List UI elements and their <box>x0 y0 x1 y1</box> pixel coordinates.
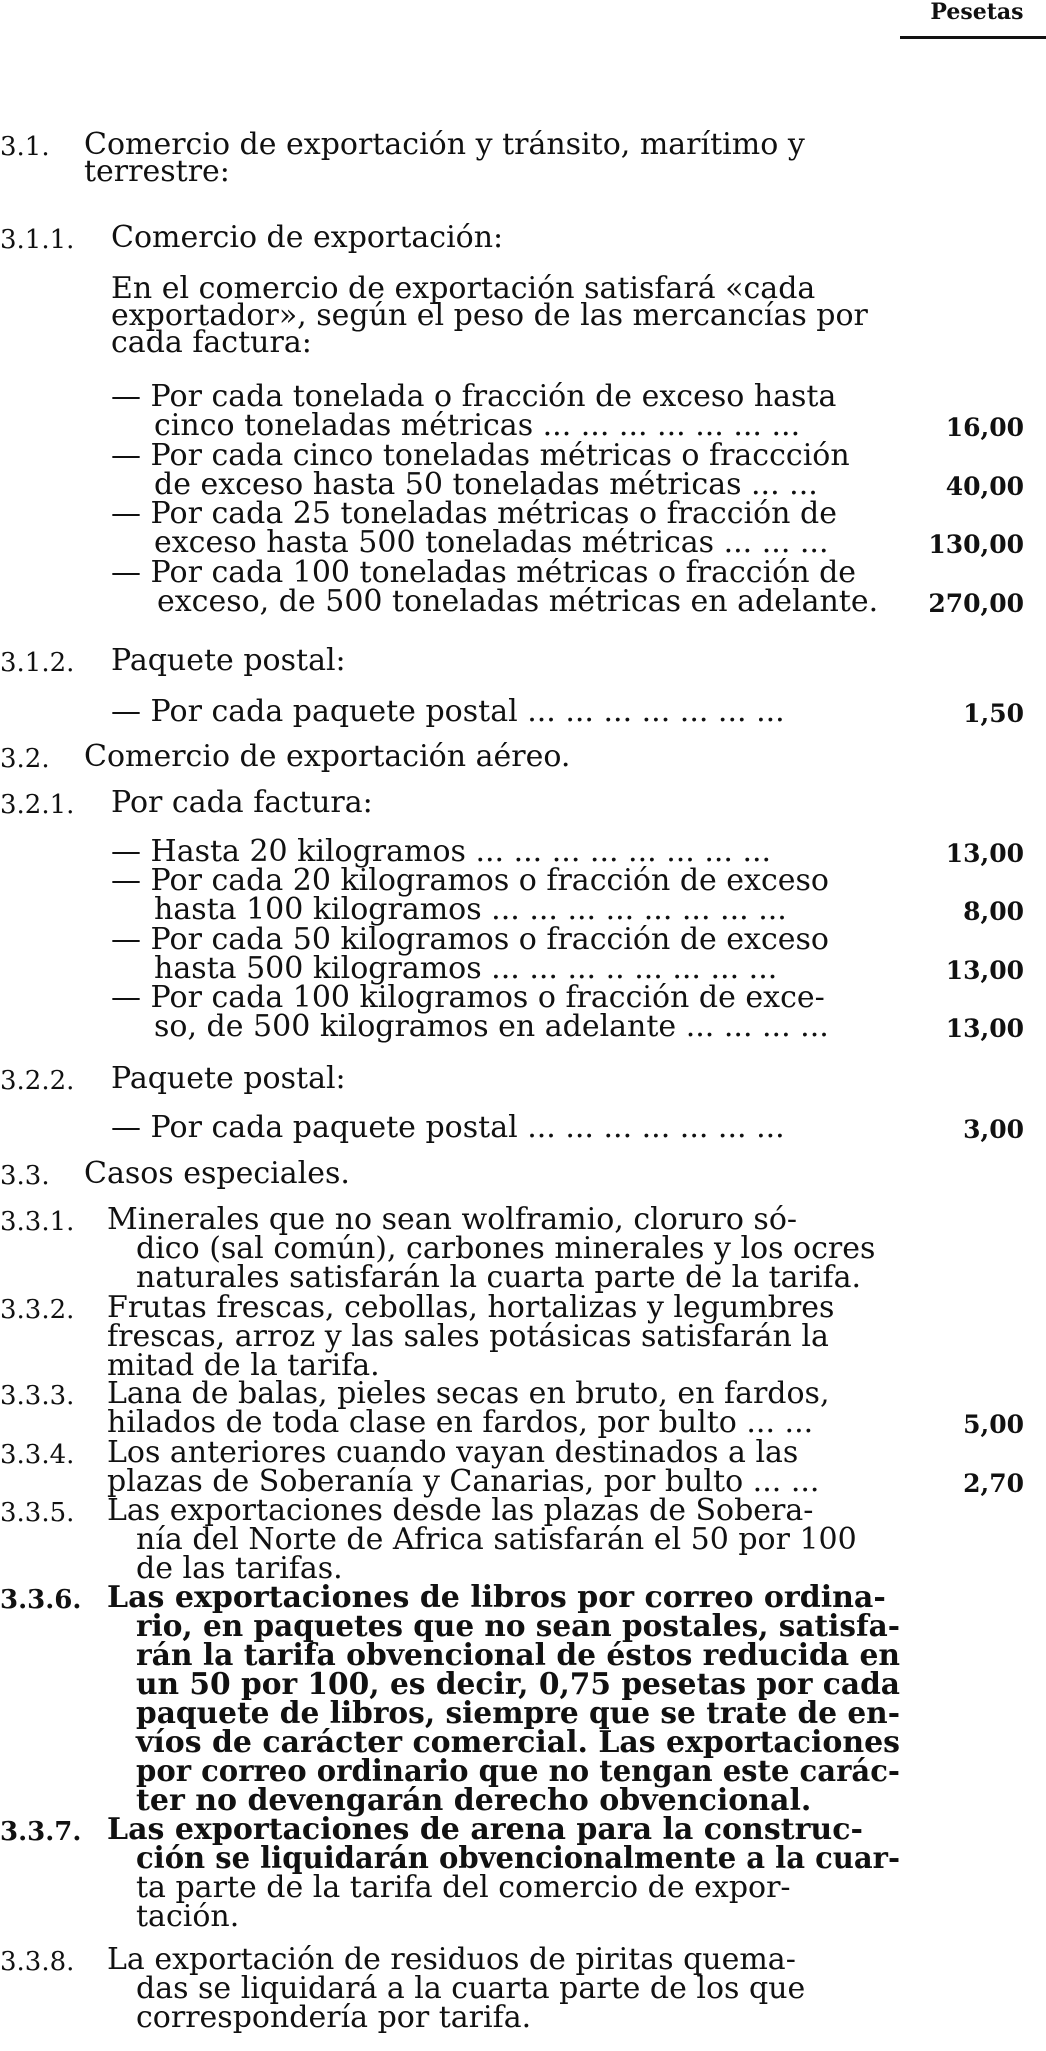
line-text: de las tarifas. <box>136 1551 343 1586</box>
line-text: exportador», según el peso de las mercancías por <box>111 298 868 333</box>
line-text: Frutas frescas, cebollas, hortalizas y legumbres <box>107 1290 835 1325</box>
line-text: Comercio de exportación y tránsito, marítimo y <box>84 127 805 162</box>
line-text: En el comercio de exportación satisfará «cada <box>111 271 816 306</box>
line-text: plazas de Soberanía y Canarias, por bulto ... ... <box>107 1464 820 1499</box>
line-text: La exportación de residuos de piritas quema- <box>107 1942 796 1977</box>
section-number: 3.3.7. <box>0 1817 82 1847</box>
line-text: — Por cada 50 kilogramos o fracción de exceso <box>111 922 829 957</box>
section-number: 3.1.2. <box>0 648 75 678</box>
line-text: ta parte de la tarifa del comercio de expor- <box>136 1870 791 1905</box>
line-text: exceso, de 500 toneladas métricas en adelante. <box>157 584 879 619</box>
line-text: Los anteriores cuando vayan destinados a las <box>107 1435 799 1470</box>
section-number: 3.3.1. <box>0 1207 75 1237</box>
line-text: — Por cada 100 kilogramos o fracción de exce- <box>111 980 825 1015</box>
amount-value: 2,70 <box>963 1469 1024 1498</box>
text-line <box>0 1405 1046 1440</box>
line-text: Las exportaciones de arena para la construc- <box>107 1812 863 1847</box>
line-text: Paquete postal: <box>111 1061 346 1096</box>
text-line <box>0 1110 1046 1145</box>
line-text: — Por cada tonelada o fracción de exceso hasta <box>111 379 837 414</box>
text-line <box>0 525 1046 560</box>
line-text: víos de carácter comercial. Las exportaciones <box>136 1725 901 1760</box>
text-line <box>0 643 1046 678</box>
line-text: por correo ordinario que no tengan este carác- <box>136 1754 900 1789</box>
line-text: hasta 500 kilogramos ... ... ... .. ... ... ... ... <box>154 951 778 986</box>
line-text: Las exportaciones de libros por correo ordina- <box>107 1580 886 1615</box>
line-text: Minerales que no sean wolframio, cloruro só- <box>107 1202 798 1237</box>
text-line <box>0 785 1046 820</box>
line-text: so, de 500 kilogramos en adelante ... ... ... ... <box>154 1009 829 1044</box>
line-text: Por cada factura: <box>111 785 373 820</box>
section-number: 3.3. <box>0 1161 50 1191</box>
header-rule <box>900 36 1046 39</box>
line-text: rán la tarifa obvencional de éstos reducida en <box>136 1638 900 1673</box>
section-number: 3.1. <box>0 132 50 162</box>
line-text: ter no devengarán derecho obvencional. <box>136 1783 812 1818</box>
line-text: ción se liquidarán obvencionalmente a la cuar- <box>136 1841 901 1876</box>
text-line <box>0 1260 1046 1295</box>
amount-value: 1,50 <box>963 699 1024 728</box>
line-text: mitad de la tarifa. <box>107 1348 380 1383</box>
line-text: tación. <box>136 1899 240 1934</box>
line-text: terrestre: <box>84 154 230 189</box>
text-line <box>0 1156 1046 1191</box>
amount-value: 270,00 <box>928 589 1024 618</box>
line-text: — Hasta 20 kilogramos ... ... ... ... ... ... ... ... <box>111 834 772 869</box>
text-line <box>0 694 1046 729</box>
text-line <box>0 739 1046 774</box>
line-text: cada factura: <box>111 325 312 360</box>
section-number: 3.2.2. <box>0 1066 75 1096</box>
section-number: 3.3.6. <box>0 1585 82 1615</box>
line-text: exceso hasta 500 toneladas métricas ... ... ... <box>154 525 829 560</box>
line-text: Lana de balas, pieles secas en bruto, en fardos, <box>107 1376 830 1411</box>
section-number: 3.2.1. <box>0 790 75 820</box>
amount-value: 16,00 <box>945 413 1024 442</box>
section-number: 3.3.8. <box>0 1947 75 1977</box>
line-text: paquete de libros, siempre que se trate de en- <box>136 1696 901 1731</box>
line-text: cinco toneladas métricas ... ... ... ... ... ... ... <box>154 408 801 443</box>
amount-value: 40,00 <box>945 472 1024 501</box>
line-text: correspondería por tarifa. <box>136 2000 532 2035</box>
section-number: 3.2. <box>0 744 50 774</box>
text-line <box>0 220 1046 255</box>
line-text: das se liquidará a la cuarta parte de los que <box>136 1971 806 2006</box>
section-number: 3.3.3. <box>0 1381 75 1411</box>
line-text: Comercio de exportación: <box>111 220 504 255</box>
amount-value: 5,00 <box>963 1410 1024 1439</box>
amount-value: 13,00 <box>945 1014 1024 1043</box>
line-text: — Por cada paquete postal ... ... ... ... ... ... ... <box>111 694 785 729</box>
line-text: hilados de toda clase en fardos, por bulto ... ... <box>107 1405 814 1440</box>
line-text: dico (sal común), carbones minerales y los ocres <box>136 1231 876 1266</box>
text-line <box>0 1009 1046 1044</box>
line-text: — Por cada paquete postal ... ... ... ... ... ... ... <box>111 1110 785 1145</box>
text-line <box>0 325 1046 360</box>
line-text: Las exportaciones desde las plazas de Sobera- <box>107 1493 814 1528</box>
section-number: 3.3.4. <box>0 1440 75 1470</box>
section-number: 3.3.5. <box>0 1498 75 1528</box>
text-line <box>0 408 1046 443</box>
line-text: hasta 100 kilogramos ... ... ... ... ... ... ... ... <box>154 892 787 927</box>
line-text: — Por cada 25 toneladas métricas o fracción de <box>111 496 837 531</box>
line-text: un 50 por 100, es decir, 0,75 pesetas por cada <box>136 1667 901 1702</box>
line-text: — Por cada cinco toneladas métricas o fraccción <box>111 438 850 473</box>
amount-value: 3,00 <box>963 1115 1024 1144</box>
line-text: — Por cada 20 kilogramos o fracción de exceso <box>111 863 829 898</box>
text-line <box>0 892 1046 927</box>
line-text: naturales satisfarán la cuarta parte de la tarifa. <box>136 1260 862 1295</box>
line-text: nía del Norte de Africa satisfarán el 50 por 100 <box>136 1522 857 1557</box>
section-number: 3.1.1. <box>0 225 75 255</box>
line-text: de exceso hasta 50 toneladas métricas ... ... <box>154 467 818 502</box>
amount-value: 13,00 <box>945 839 1024 868</box>
text-line <box>0 1061 1046 1096</box>
line-text: Comercio de exportación aéreo. <box>84 739 571 774</box>
column-header-pesetas: Pesetas <box>930 0 1024 25</box>
text-line <box>0 154 1046 189</box>
text-line <box>0 1899 1046 1934</box>
section-number: 3.3.2. <box>0 1295 75 1325</box>
line-text: rio, en paquetes que no sean postales, satisfa- <box>136 1609 900 1644</box>
line-text: frescas, arroz y las sales potásicas satisfarán la <box>107 1319 829 1354</box>
line-text: Paquete postal: <box>111 643 346 678</box>
line-text: Casos especiales. <box>84 1156 350 1191</box>
text-line <box>0 584 1046 619</box>
amount-value: 8,00 <box>963 897 1024 926</box>
amount-value: 130,00 <box>928 530 1024 559</box>
amount-value: 13,00 <box>945 956 1024 985</box>
text-line <box>0 2000 1046 2035</box>
line-text: — Por cada 100 toneladas métricas o fracción de <box>111 555 857 590</box>
